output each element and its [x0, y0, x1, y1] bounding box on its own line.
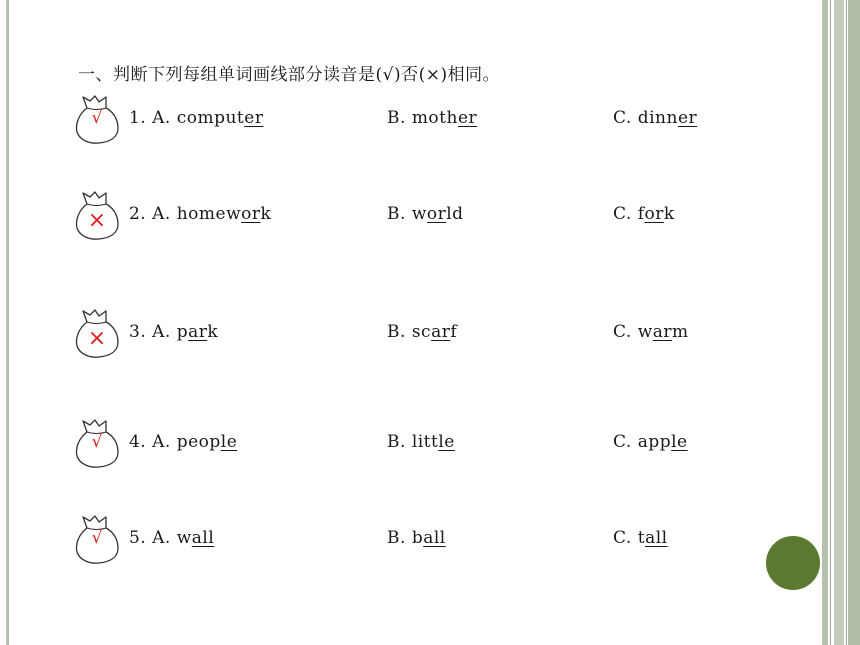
- option-prefix: C.: [613, 204, 638, 224]
- option-c: [613, 528, 668, 548]
- option-prefix: B.: [387, 528, 412, 548]
- option-prefix: 3. A.: [129, 322, 177, 342]
- exercise-title: 一、判断下列每组单词画线部分读音是(√)否(×)相同。: [78, 65, 501, 85]
- right-frame-line: [830, 0, 831, 645]
- option-c: [613, 322, 689, 342]
- underlined-letters: or: [426, 204, 447, 224]
- option-b: [387, 322, 457, 342]
- underlined-letters: ar: [431, 322, 451, 342]
- underlined-letters: le: [438, 432, 455, 452]
- word-start: w: [637, 322, 653, 342]
- word-start: w: [411, 204, 427, 224]
- option-prefix: 1. A.: [129, 108, 177, 128]
- word-start: comput: [176, 108, 245, 128]
- option-a: [129, 108, 263, 128]
- cross-mark: ×: [87, 208, 107, 233]
- option-prefix: C.: [613, 432, 638, 452]
- underlined-letters: le: [220, 432, 238, 452]
- answer-bag-icon: [73, 514, 121, 566]
- word-start: moth: [411, 108, 458, 128]
- underlined-letters: ar: [188, 322, 208, 342]
- word-start: sc: [411, 322, 432, 342]
- underlined-letters: ar: [652, 322, 673, 342]
- green-circle-decoration: [766, 536, 820, 590]
- word-start: p: [176, 322, 189, 342]
- option-prefix: B.: [387, 322, 412, 342]
- option-prefix: B.: [387, 204, 412, 224]
- word-start: homew: [176, 204, 242, 224]
- word-start: litt: [411, 432, 439, 452]
- option-prefix: 5. A.: [129, 528, 177, 548]
- underlined-letters: all: [191, 528, 215, 548]
- question-row: [0, 192, 820, 252]
- option-a: [129, 528, 214, 548]
- option-a: [129, 432, 237, 452]
- answer-bag-icon: [73, 190, 121, 242]
- option-b: [387, 204, 464, 224]
- question-row: [0, 96, 820, 156]
- underlined-letters: or: [241, 204, 261, 224]
- question-row: [0, 516, 820, 576]
- underlined-letters: all: [423, 528, 446, 548]
- question-row: [0, 420, 820, 480]
- right-frame-line-2: [846, 0, 847, 645]
- word-start: app: [637, 432, 672, 452]
- cross-mark: ×: [87, 326, 107, 351]
- question-row: [0, 310, 820, 370]
- word-start: peop: [176, 432, 221, 452]
- word-end: m: [672, 322, 689, 342]
- option-prefix: C.: [613, 322, 638, 342]
- option-b: [387, 528, 446, 548]
- word-end: k: [663, 204, 675, 224]
- option-b: [387, 432, 455, 452]
- right-frame-border: [822, 0, 828, 645]
- underlined-letters: or: [644, 204, 664, 224]
- option-prefix: B.: [387, 108, 412, 128]
- option-c: [613, 108, 697, 128]
- option-a: [129, 322, 218, 342]
- answer-bag-icon: [73, 94, 121, 146]
- check-mark: √: [91, 108, 103, 128]
- option-c: [613, 204, 675, 224]
- word-end: k: [207, 322, 219, 342]
- word-start: w: [176, 528, 192, 548]
- answer-bag-icon: [73, 308, 121, 360]
- right-frame-border-3: [848, 0, 860, 645]
- option-a: [129, 204, 271, 224]
- word-end: k: [260, 204, 272, 224]
- option-prefix: C.: [613, 528, 638, 548]
- answer-bag-icon: [73, 418, 121, 470]
- right-frame-border-2: [834, 0, 844, 645]
- underlined-letters: er: [457, 108, 478, 128]
- option-prefix: 2. A.: [129, 204, 177, 224]
- word-start: dinn: [637, 108, 678, 128]
- option-prefix: B.: [387, 432, 412, 452]
- option-b: [387, 108, 477, 128]
- check-mark: √: [91, 432, 103, 452]
- option-prefix: 4. A.: [129, 432, 177, 452]
- word-start: t: [637, 528, 646, 548]
- check-mark: √: [91, 528, 103, 548]
- word-start: f: [637, 204, 645, 224]
- word-start: b: [411, 528, 424, 548]
- word-end: f: [450, 322, 458, 342]
- underlined-letters: er: [677, 108, 698, 128]
- option-c: [613, 432, 688, 452]
- word-end: ld: [446, 204, 464, 224]
- option-prefix: C.: [613, 108, 638, 128]
- underlined-letters: le: [671, 432, 688, 452]
- underlined-letters: all: [645, 528, 668, 548]
- underlined-letters: er: [244, 108, 264, 128]
